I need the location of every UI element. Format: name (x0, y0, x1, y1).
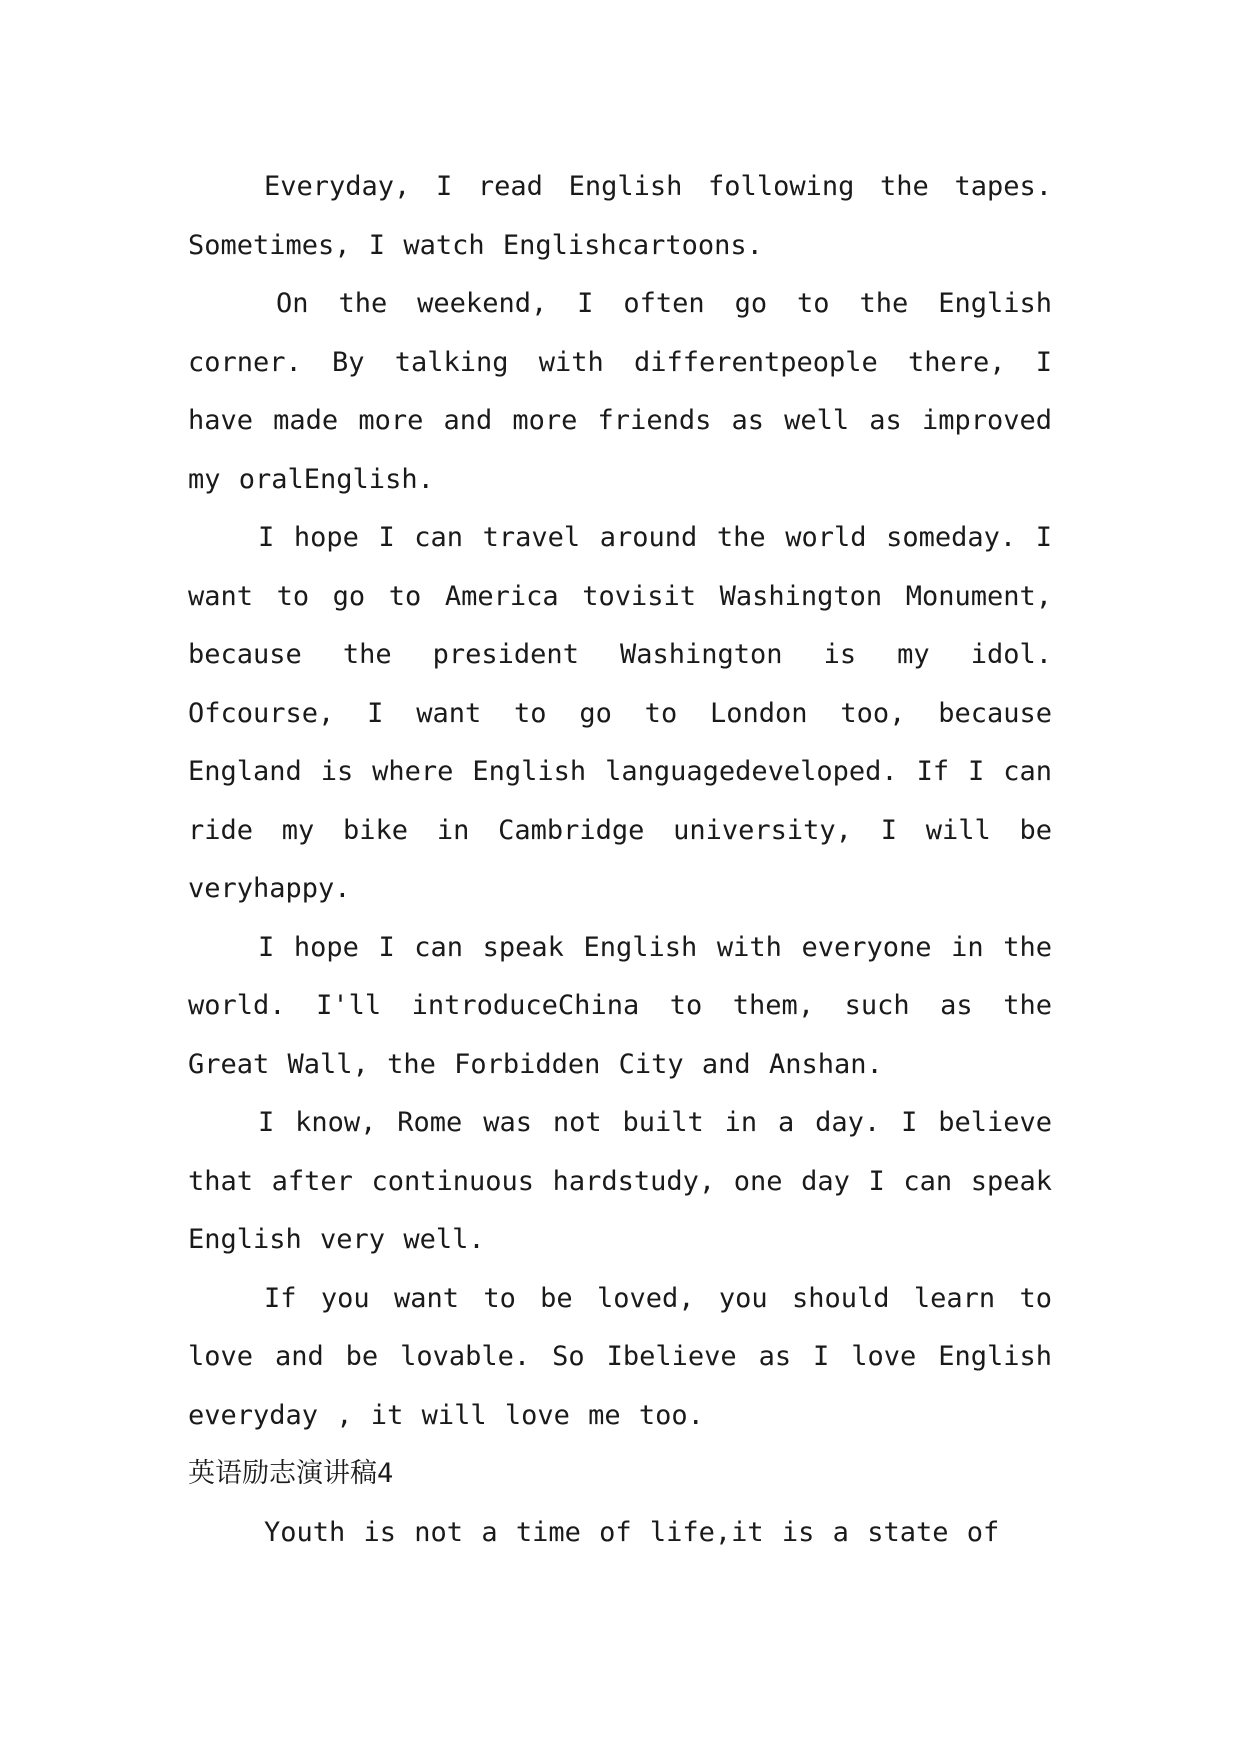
paragraph-tapes: Everyday, I read English following the tapes. Sometimes, I watch Englishcartoons. (188, 171, 1052, 261)
paragraph-travel: I hope I can travel around the world someday. I want to go to America tovisit Washington Monument, because the president Washington is my idol. Ofcourse, I want to go to London too, because England is where English languagedeveloped. If I can ride my bike in Cambridge university, I will be veryhappy. (188, 522, 1052, 904)
section-heading: 英语励志演讲稿4 (188, 1458, 394, 1489)
paragraph-loved: If you want to be loved, you should learn to love and be lovable. So Ibelieve as I love English everyday , it will love me too. (188, 1282, 1052, 1431)
paragraph-rome: I know, Rome was not built in a day. I believe that after continuous hardstudy, one day I can speak English very well. (188, 1107, 1052, 1255)
document-body (188, 158, 1052, 1562)
paragraph-speak-english: I hope I can speak English with everyone in the world. I'll introduceChina to them, such as the Great Wall, the Forbidden City and Anshan. (188, 931, 1052, 1080)
paragraph-youth: Youth is not a time of life,it is a state of (264, 1516, 1000, 1548)
paragraph-english-corner: On the weekend, I often go to the English corner. By talking with differentpeople there, I have made more and more friends as well as improved my oralEnglish. (188, 288, 1052, 495)
